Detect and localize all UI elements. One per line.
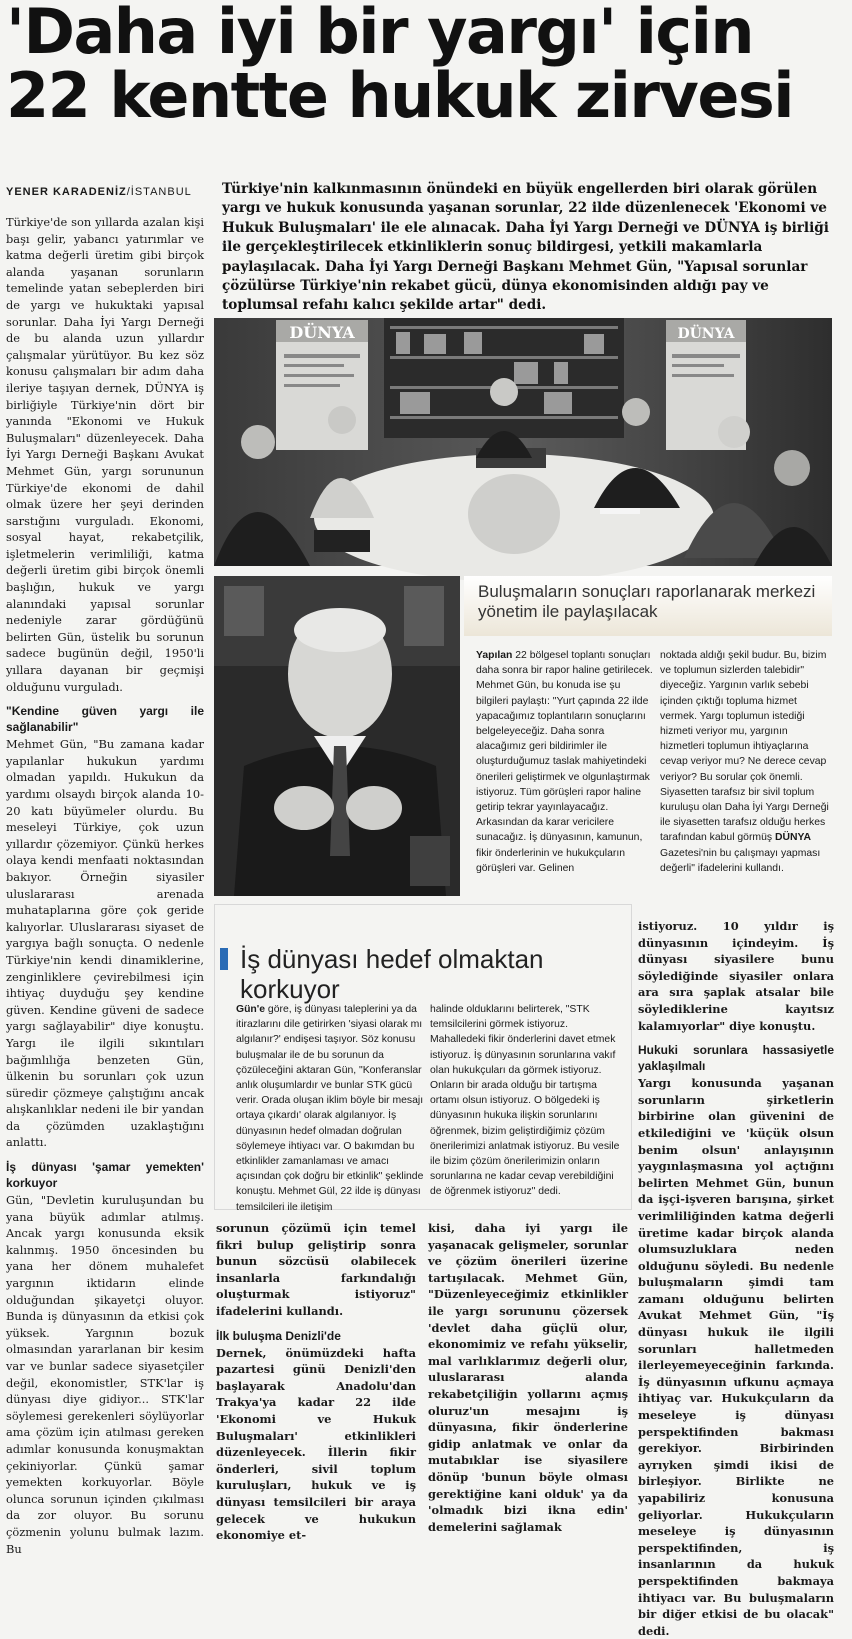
- right-subhead-1: Hukuki sorunlara hassasiyetle yaklaşılmalı: [638, 1043, 834, 1074]
- left-subhead-1: "Kendine güven yargı ile sağlanabilir": [6, 704, 204, 735]
- box2-title: İş dünyası hedef olmaktan korkuyor: [220, 944, 620, 1004]
- left-subhead-2: İş dünyası 'şamar yemekten' korkuyor: [6, 1160, 204, 1191]
- box1-brand: DÜNYA: [774, 832, 811, 844]
- bottom2-subhead: İlk buluşma Denizli'de: [216, 1328, 341, 1343]
- right-column: [638, 918, 834, 1638]
- right-para-2: Yargı konusunda yaşanan sorunların şirketlerin birbirine olan güvenini de etkilediğini ve 'küçük olsun benim olsun' anlayışının yaygınlaşmasına yol açtığını belirten Mehmet Gün, bunun da işçi-işveren barışına, şirket verimliliğinden katma değerli üretime kadar birçok alanda olumsuzluklara neden olduğunu söyledi. Bu nedenle buluşmaların şimdi tam zamanı olduğunu belirten Avukat Mehmet Gün, "İş dünyası hukuk ile ilgili sorunları halletmeden ilerleyemeyeceğinin farkında. İş dünyasının ufkunu açmaya ihtiyaç var. Hukukçuların da meseleye iş dünyası perspektifinden bakması gerekiyor. Birbirinden ayrıyken şimdi ikisi de birleşiyor. Birlikte ne yapabiliriz konusuna geliyorlar. Hukukçuların meseleye iş dünyasının perspektifinden, iş insanlarının da hukuk perspektifinden bakmaya ihtiyacı var. Bu buluşmaların bir diğer etkisi de bu olacak" dedi.: [638, 1076, 834, 1638]
- box2-lead-word: Gün'e: [236, 1004, 266, 1015]
- box1-lead-word: Yapılan: [476, 650, 513, 661]
- box1-title: Buluşmaların sonuçları raporlanarak merkezi yönetim ile paylaşılacak: [464, 576, 832, 636]
- byline-author: YENER KARADENİZ: [6, 186, 127, 198]
- headline-line-2: 22 kentte hukuk zirvesi: [6, 59, 794, 132]
- headline: [6, 0, 846, 132]
- right-poster-sign: DÜNYA: [677, 326, 735, 342]
- box1-col-2: noktada aldığı şekil budur. Bu, bizim ve toplumun sizlerden talebidir" diyeceğiz. Yargının varlık sebebi içinden çıktığı topluma hizmet vermek. Yargı toplumun istediği hizmeti veriyor mu, yargının hizmetleri toplumun ihtiyaçlarına cevap veriyor mu? Ne derece cevap veriyor? Bu sorular çok önemli. Siyasetten tarafsız bir sivil toplum kuruluşu olan Daha İyi Yargı Derneği ile siyasetten tarafsız olduğu herkes tarafından kabul görmüş DÜNYA Gazetesi'nin bu çalışmayı yapması değerli" ifadelerini kullandı.: [660, 650, 829, 874]
- byline-city: /İSTANBUL: [126, 186, 192, 198]
- box1-col-1: Yapılan 22 bölgesel toplantı sonuçları daha sonra bir rapor haline getirilecek. Mehmet Gün, bu konuda ise şu bilgileri paylaştı: "Yurt çapında 22 ilde yapacağımız toplantıların sonuçlarını belgeleyeceğiz. Daha sonra alacağımız geri bildirimler ile oluşturduğumuz taslak mahiyetindeki önerileri geliştirmek ve olgunlaştırmak istiyoruz. Tüm görüşleri rapor haline getirip tekrar yayınlayacağız. Arkasından da karar vericilere sunacağız. İş dünyasının, kamunun, fikir önderlerinin ve hukukçuların görüşleri var. Gelinen: [476, 650, 653, 874]
- byline: [6, 186, 192, 198]
- portrait-illustration: [214, 576, 460, 896]
- box2-col-1: Gün'e göre, iş dünyası taleplerini ya da itirazlarını dile getirirken 'siyasi olarak mı algılanır?' endişesi taşıyor. Söz konusu buluşmalar ile de bu sorunun da çözüleceğini aktaran Gün, "Konferanslar anlık oluşumlardır ve bunlar STK gücü verir. Orada oluşan iklim böyle bir mesajı ortaya çıkardı' olarak algılanıyor. İş dünyasının hedef olmadan doğrulan söylemeye ihtiyacı var. O bakımdan bu etkinlikler zamanlaması ve amacı açısından çok doğru bir etkinlik" şeklinde konuştu. Mehmet Gül, 22 ilde iş dünyası temsilcileri ile iletişim: [236, 1004, 424, 1213]
- box2-col-2: halinde olduklarını belirterek, "STK temsilcilerini görmek istiyoruz. Mahalledeki fikir önderlerini davet etmek istiyoruz. İş dünyasının sorunlarına vakıf olan hukukçuları da görmek istiyoruz. Onların bir arada olduğu bir tartışma ortamı olsun istiyoruz. O bölgedeki iş dünyasının hukuka ilişkin sorunlarını öğrenmek, bizim geliştirdiğimiz çözüm önerilerimizi anlatmak istiyoruz. Bu vesile ile bizim çözüm önerilerimizin onların sorunlarına ne kadar cevap verebildiğini de öğrenmek istiyoruz" dedi.: [430, 1004, 620, 1198]
- meeting-photo: [214, 318, 832, 566]
- left-para-3: Gün, "Devletin kuruluşundan bu yana büyük adımlar atılmış. Ancak yargı konusunda eksik kalınmış. 1950 öncesinden bu yana her dönem muhalefet yargının iktidarın elinde olduğundan şikayetçi oluyor. Bunda iş dünyasının da etkisi çok yüksek. Yargının bozuk olmasından yararlanan bir kesim var ve bunlar sadece siyasetçiler değil, ekonomistler, STK'lar iş dünyası diye gidiyor... STK'lar söylemesi gerekenleri söylüyorlar ama çözüm için atılması gereken adımlar konusunda konuşmaktan çekiniyorlar. Çünkü şamar yemekten korkuyorlar. Böyle olunca sorunun içinden çıkılması da zor oluyor. Bu sorunu çözmenin yolunu bulmak lazım. Bu: [6, 1193, 204, 1556]
- left-para-1: Türkiye'de son yıllarda azalan kişi başı gelir, yabancı yatırımlar ve katma değerli üretim gibi birçok alanda yaşanan sorunların temelinde yatan sebeplerden biri de yargı ve hukuktaki yapısal sorunlar. Daha İyi Yargı Derneği de bu alanda uzun yıllardır çalışmalar yürütüyor. Bu kez söz konusu çalışmaları bir adım daha ileriye taşıyan dernek, DÜNYA iş birliğiyle Türkiye'nin dört bir yanında "Ekonomi ve Hukuk Buluşmaları" düzenleyecek. Daha İyi Yargı Derneği Başkanı Avukat Mehmet Gün, yargı sorununun Türkiye'de ekonomi de dahil olmak üzere her şeyi derinden sarstığını vurguladı. Ekonomi, sosyal hayat, rekabetçilik, işletmelerin verimliliği, katma değerli üretim gibi birçok önemli başlığın, hukuk ve yargı alanındaki yapısal sorunlar nedeniyle zarar gördüğünü belirten Gün, üstelik bu sorunun sadece bugünün değil, 1950'li yıllara dayanan bir geçmişi olduğunu vurguladı.: [6, 215, 205, 694]
- bottom3-para-1: kisi, daha iyi yargı ile yaşanacak gelişmeler, sorunlar ve çözüm önerileri üzerine tartışılacak. Mehmet Gün, "Düzenleyeceğimiz etkinlikler ile yargı sorununu çözersek 'devlet daha güçlü olur, ekonomimiz ve refahı yükselir, mal varlıklarımız değerli olur, uluslararası alanda rekabetçiliğin yollarını açmış oluruz'un mesajını iş dünyasına, fikir önderlerine gidip anlatmak ve onlar da mutabıklar ise siyasilere dönüp 'bunun böyle olması gerektiğine kani olduk' ya da 'olmadık bizi ikna edin' demelerini sağlamak: [428, 1221, 628, 1534]
- box2-title-bar: [220, 948, 228, 970]
- lead-paragraph: Türkiye'nin kalkınmasının önündeki en büyük engellerden biri olarak görülen yargı ve hukuk konusunda yaşanan sorunlar, 22 ilde düzenlenecek 'Ekonomi ve Hukuk Buluşmaları' ile ele alınacak. Daha İyi Yargı Derneği ve DÜNYA iş birliği ile gerçekleştirilecek etkinliklerin sonuç bildirgesi, yetkili makamlarla paylaşılacak. Daha İyi Yargı Derneği Başkanı Mehmet Gün, "Yapısal sorunlar çözülürse Türkiye'nin rekabet gücü, dünya ekonomisinden aldığı pay ve toplumsal refahı kalıcı şekilde artar" dedi.: [222, 181, 829, 314]
- left-para-2: Mehmet Gün, "Bu zamana kadar yapılanlar hukukun yardımı olmadan yapıldı. Hukukun da yardımı olsaydı birçok alanda 10-20 katı büyümeler olurdu. Bu meseleyi Türkiye, çok uzun yıllardır çözemiyor. Çünkü herkes olaya kendi menfaati noktasından bakıyor. Örneğin siyasiler uluslararası arenada muhataplarına göre çok geride kalıyorlar. Uluslararası siyaset de yargıya bağlı sonuçta. O nedenle Türkiye'nin kendi dinamiklerine, zenginliklere çevirebilmesi için ihtiyaç duyduğu şey kendine güven. Kendine güveni de sadece yargı sağlayabilir" diye konuştu. Yargı ile ilgili sıkıntıları bağımlılığa benzeten Gün, ülkenin bu sorunları çok uzun süredir çözmeye çalıştığını ancak alışkanlıklar nedeni ile bir yandan da çözümden uzaklaştığını anlattı.: [6, 737, 204, 1150]
- portrait-photo: [214, 576, 460, 896]
- bottom2-para-1: sorunun çözümü için temel fikri bulup geliştirip sonra bunun sözcüsü olabilecek insanlarla farkındalığı oluşturmak istiyoruz" ifadelerini kullandı.: [216, 1221, 416, 1318]
- right-para-1: istiyoruz. 10 yıldır iş dünyasının içindeyim. İş dünyası siyasilere bunu söylediğinde siyasiler onlara ara sıra şaplak atsalar bile söylediklerine kayıtsız kalamıyorlar" diye konuştu.: [638, 919, 834, 1033]
- left-poster-sign: DÜNYA: [289, 323, 355, 342]
- bottom2-para-2: Dernek, önümüzdeki hafta pazartesi günü Denizli'den başlayarak Anadolu'dan Trakya'ya kadar 22 ilde 'Ekonomi ve Hukuk Buluşmaları' etkinlikleri düzenleyecek. İllerin fikir önderleri, sivil toplum kuruluşları, hukuk ve iş dünyası temsilcileri bir araya gelecek ve hukukun ekonomiye et-: [216, 1345, 416, 1543]
- headline-line-1: 'Daha iyi bir yargı' için: [6, 0, 754, 68]
- meeting-photo-illustration: [214, 318, 832, 566]
- bottom-column-3: [428, 1220, 628, 1600]
- left-column: [6, 214, 204, 1600]
- bottom-column-2: [216, 1220, 416, 1600]
